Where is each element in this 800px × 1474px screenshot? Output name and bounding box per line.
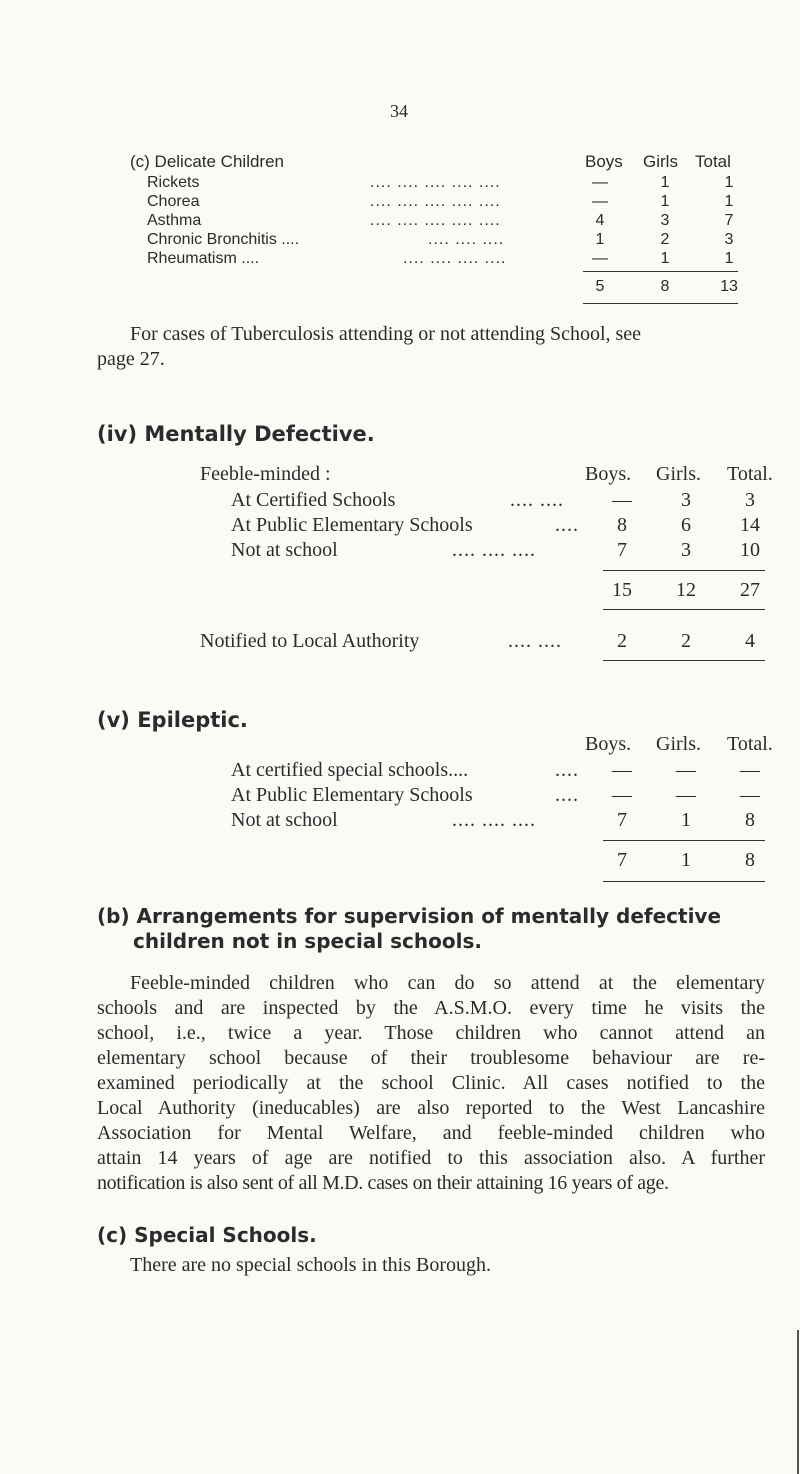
col-total-header: Total [695, 152, 731, 171]
girls-value: 1 [660, 193, 670, 210]
total-rule [583, 303, 738, 304]
total-value: 1 [724, 250, 734, 267]
leader-dots: .... .... .... .... .... [370, 212, 501, 229]
boys-value: 8 [617, 514, 627, 536]
total-value: — [740, 784, 760, 806]
col-boys-header: Boys [585, 152, 623, 171]
girls-value: 6 [681, 514, 691, 536]
page-number: 34 [390, 101, 408, 121]
leader-dots: .... [555, 759, 579, 781]
row-label: Notified to Local Authority [200, 630, 420, 652]
total-value: 1 [724, 174, 734, 191]
boys-total: 7 [617, 849, 627, 871]
leader-dots: .... .... [508, 630, 562, 652]
leader-dots: .... .... .... .... [403, 250, 507, 267]
paragraph-line: elementary school because of their troublesome behaviour are re- [97, 1047, 765, 1069]
total-rule [603, 881, 765, 882]
mental-title [97, 422, 375, 447]
total-value: 7 [724, 212, 734, 229]
notified-rule [603, 660, 765, 661]
arrangements-title-line1: (b) Arrangements for supervision of mentally defective [97, 904, 722, 928]
boys-value: — [612, 759, 632, 781]
girls-total: 1 [681, 849, 691, 871]
girls-total: 12 [676, 579, 696, 601]
row-label: Rheumatism .... [147, 250, 260, 267]
boys-value: — [612, 489, 632, 511]
col-girls-header: Girls. [656, 463, 701, 485]
leader-dots: .... [555, 514, 579, 536]
col-total-header: Total. [727, 463, 773, 485]
paragraph-line: Feeble-minded children who can do so attend at the elementary [130, 972, 765, 994]
grand-total: 13 [720, 278, 738, 295]
total-value: 10 [740, 539, 760, 561]
girls-value: 2 [660, 231, 670, 248]
boys-value: 1 [595, 231, 605, 248]
total-value: 8 [745, 809, 755, 831]
boys-total: 15 [612, 579, 632, 601]
tb-note-line2: page 27. [97, 348, 165, 370]
boys-value: — [592, 250, 608, 267]
boys-value: — [612, 784, 632, 806]
girls-value: — [676, 784, 696, 806]
row-label: At Public Elementary Schools [231, 514, 473, 536]
leader-dots: .... .... .... [452, 809, 536, 831]
col-boys-header: Boys. [585, 463, 632, 485]
girls-value: 3 [660, 212, 670, 229]
leader-dots: .... [555, 784, 579, 806]
leader-dots: .... .... [510, 489, 564, 511]
row-label: At Certified Schools [231, 489, 396, 511]
sum-rule [583, 271, 738, 272]
leader-dots: .... .... .... [428, 231, 505, 248]
row-label: Rickets [147, 174, 200, 191]
total-value: 4 [745, 630, 755, 652]
row-label: Not at school [231, 539, 338, 561]
special-title: (c) Special Schools. [97, 1223, 317, 1247]
leader-dots: .... .... .... .... .... [370, 193, 501, 210]
girls-value: 3 [681, 489, 691, 511]
total-rule [603, 609, 765, 610]
arrangements-title-line2: children not in special schools. [133, 929, 482, 953]
col-girls-header: Girls. [656, 733, 701, 755]
row-label: Chronic Bronchitis .... [147, 231, 300, 248]
epileptic-title [97, 708, 248, 733]
row-label: Chorea [147, 193, 200, 210]
boys-value: 2 [617, 630, 627, 652]
scan-edge-line [797, 1330, 799, 1474]
boys-value: 4 [595, 212, 605, 229]
boys-value: — [592, 193, 608, 210]
row-label: Asthma [147, 212, 202, 229]
paragraph-line: school, i.e., twice a year. Those children who cannot attend an [97, 1022, 765, 1044]
paragraph-line: notification is also sent of all M.D. cases on their attaining 16 years of age. [97, 1172, 669, 1194]
total-value: 14 [740, 514, 760, 536]
total-value: 3 [745, 489, 755, 511]
paragraph-line: Local Authority (ineducables) are also reported to the West Lancashire [97, 1097, 765, 1119]
girls-value: 1 [660, 174, 670, 191]
special-text: There are no special schools in this Borough. [130, 1254, 492, 1276]
grand-total: 27 [740, 579, 760, 601]
total-value: 1 [724, 193, 734, 210]
girls-value: 1 [681, 809, 691, 831]
col-total-header: Total. [727, 733, 773, 755]
paragraph-line: schools and are inspected by the A.S.M.O. every time he visits the [97, 997, 765, 1019]
boys-value: — [592, 174, 608, 191]
mental-title-text: (iv) Mentally Defective. [97, 422, 375, 446]
girls-value: 2 [681, 630, 691, 652]
grand-total: 8 [745, 849, 755, 871]
boys-value: 7 [617, 809, 627, 831]
paragraph-line: examined periodically at the school Clinic. All cases notified to the [97, 1072, 765, 1094]
girls-value: 3 [681, 539, 691, 561]
epileptic-title-text: (v) Epileptic. [97, 708, 248, 732]
sum-rule [603, 570, 765, 571]
total-value: — [740, 759, 760, 781]
boys-total: 5 [595, 278, 605, 295]
girls-value: — [676, 759, 696, 781]
mental-subtitle: Feeble-minded : [200, 463, 331, 485]
boys-value: 7 [617, 539, 627, 561]
girls-value: 1 [660, 250, 670, 267]
col-boys-header: Boys. [585, 733, 632, 755]
col-girls-header: Girls [643, 152, 678, 171]
row-label: At Public Elementary Schools [231, 784, 473, 806]
paragraph-line: attain 14 years of age are notified to this association also. A further [97, 1147, 765, 1169]
total-value: 3 [724, 231, 734, 248]
row-label: At certified special schools.... [231, 759, 469, 781]
leader-dots: .... .... .... .... .... [370, 174, 501, 191]
girls-total: 8 [660, 278, 670, 295]
leader-dots: .... .... .... [452, 539, 536, 561]
delicate-title: (c) Delicate Children [130, 152, 284, 171]
row-label: Not at school [231, 809, 338, 831]
tb-note-line1: For cases of Tuberculosis attending or not attending School, see [130, 323, 642, 345]
paragraph-line: Association for Mental Welfare, and feeble-minded children who [97, 1122, 765, 1144]
arrangements-paragraph [97, 971, 765, 1196]
sum-rule [603, 840, 765, 841]
